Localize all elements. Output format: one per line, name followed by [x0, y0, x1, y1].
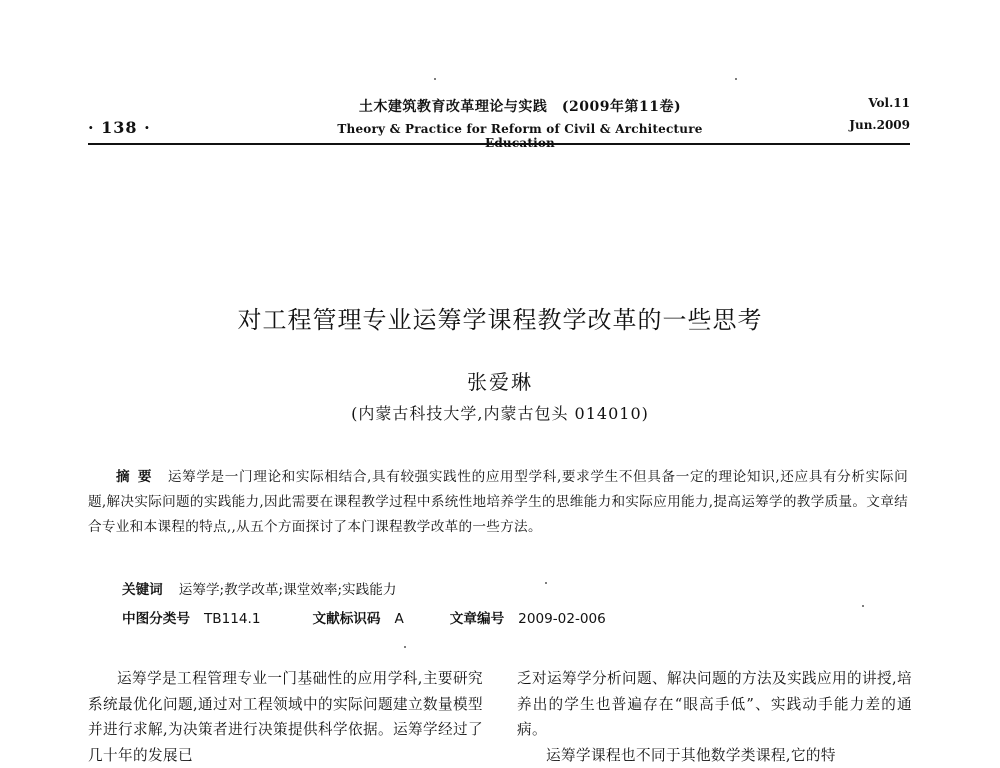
keywords [122, 578, 396, 598]
scan-speck [404, 646, 406, 648]
doc-code-value: A [394, 611, 403, 627]
journal-title-cn: 土木建筑教育改革理论与实践 (2009年第11卷) [320, 96, 720, 116]
issue-date: Jun.2009 [849, 118, 910, 132]
volume-number: Vol.11 [849, 96, 910, 110]
article-title: 对工程管理专业运筹学课程教学改革的一些思考 [0, 300, 1000, 335]
article-number-label: 文章编号 [450, 611, 504, 627]
scan-speck [434, 78, 436, 80]
abstract-text: 运筹学是一门理论和实际相结合,具有较强实践性的应用型学科,要求学生不但具备一定的理论知识,还应具有分析实际问题,解决实际问题的实践能力,因此需要在课程教学过程中系统性地培养学生的思维能力和实际应用能力,提高运筹学的教学质量。文章结合专业和本课程的特点,,从五个方面探讨了本门课程教学改革的一些方法。 [88, 469, 908, 535]
article-author: 张爱琳 [0, 366, 1000, 395]
keywords-label: 关键词 [122, 582, 163, 598]
clc-label: 中图分类号 [122, 611, 190, 627]
journal-header [320, 96, 720, 150]
abstract-label: 摘要 [116, 469, 160, 485]
page-number: · 138 · [88, 118, 151, 137]
scan-speck [735, 78, 737, 80]
abstract [88, 465, 908, 540]
author-affiliation: (内蒙古科技大学,内蒙古包头 014010) [0, 401, 1000, 424]
clc-value: TB114.1 [204, 611, 261, 627]
classification-line [122, 607, 606, 627]
body-right-column [517, 666, 912, 768]
scan-speck [862, 605, 864, 607]
journal-title-en: Theory & Practice for Reform of Civil & Architecture Education [320, 122, 720, 150]
body-left-column: 运筹学是工程管理专业一门基础性的应用学科,主要研究系统最优化问题,通过对工程领域中的实际问题建立数量模型并进行求解,为决策者进行决策提供科学依据。运筹学经过了几十年的发展已 [88, 666, 483, 768]
header-rule [88, 143, 910, 145]
body-right-paragraph-1: 乏对运筹学分析问题、解决问题的方法及实践应用的讲授,培养出的学生也普遍存在“眼高手低”、实践动手能力差的通病。 [517, 666, 912, 743]
body-right-paragraph-2: 运筹学课程也不同于其他数学类课程,它的特 [517, 743, 912, 768]
keywords-text: 运筹学;教学改革;课堂效率;实践能力 [179, 582, 397, 598]
volume-info [849, 96, 910, 132]
doc-code-label: 文献标识码 [313, 611, 381, 627]
article-number-value: 2009-02-006 [518, 611, 606, 627]
scan-speck [545, 582, 547, 584]
